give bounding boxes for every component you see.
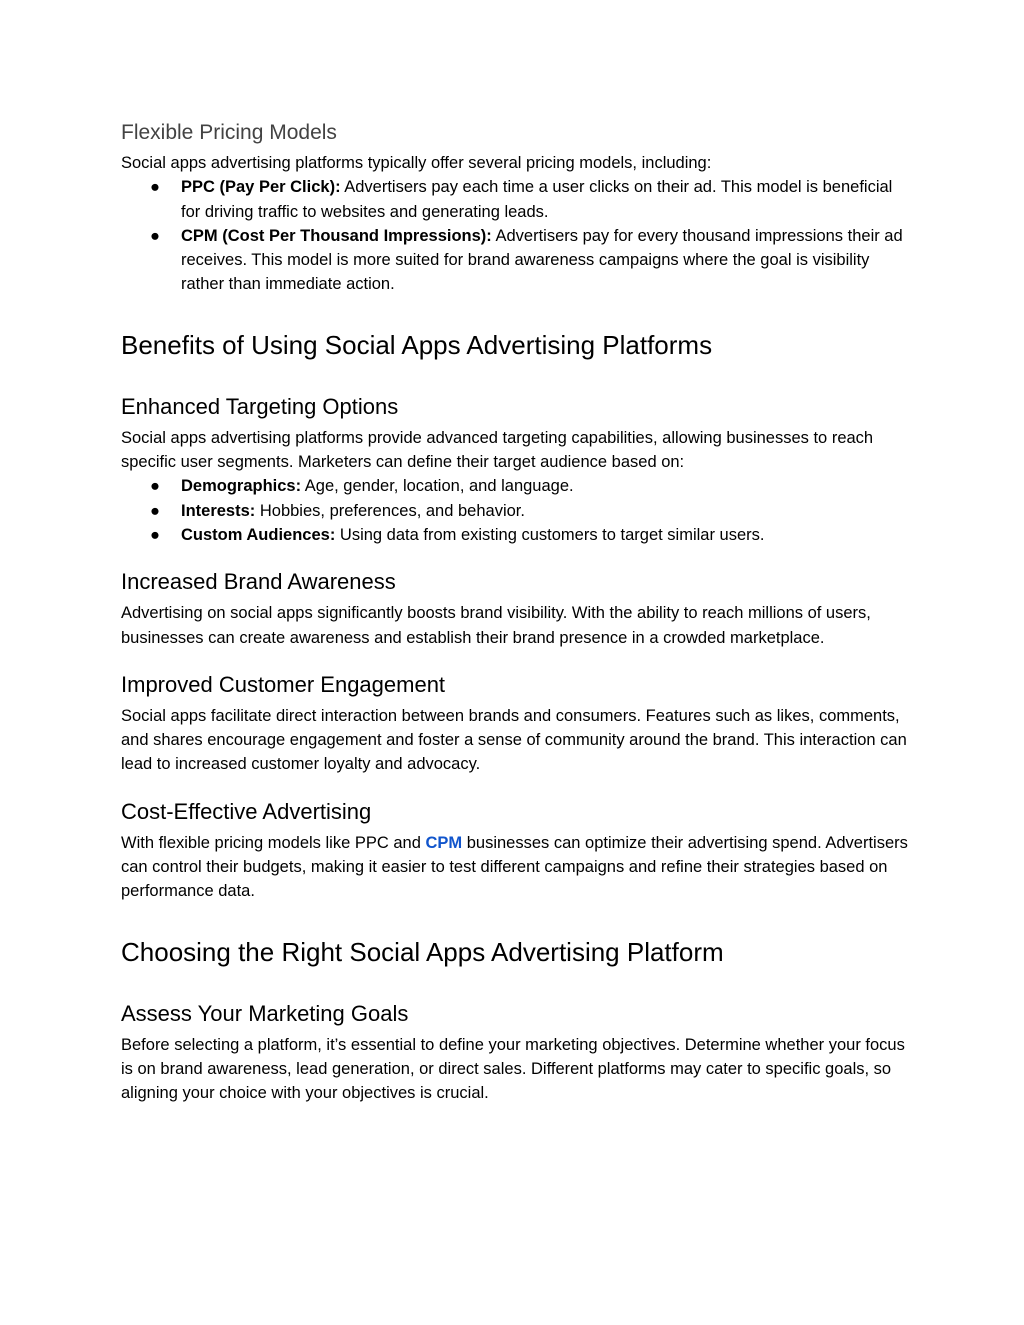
list-item bbox=[150, 474, 911, 498]
benefits-heading: Benefits of Using Social Apps Advertising Platforms bbox=[121, 329, 713, 360]
list-item-text: Age, gender, location, and language. bbox=[301, 477, 574, 496]
goals-paragraph: Before selecting a platform, it’s essential to define your marketing objectives. Determine whether your focus is on brand awareness, lead generation, or direct sales. Different platforms may cater to specific goals, so aligning your choice with your objectives is crucial. bbox=[121, 1035, 905, 1103]
engagement-paragraph: Social apps facilitate direct interaction between brands and consumers. Features such as likes, comments, and shares encourage engagement and foster a sense of community around the brand. This interaction can lead to increased customer loyalty and advocacy. bbox=[121, 706, 907, 774]
cost-paragraph bbox=[121, 831, 911, 904]
list-item-text: Hobbies, preferences, and behavior. bbox=[255, 501, 525, 520]
cpm-link[interactable]: CPM bbox=[425, 833, 463, 852]
list-item-text: Using data from existing customers to target similar users. bbox=[335, 525, 765, 544]
cost-heading: Cost-Effective Advertising bbox=[121, 798, 372, 824]
bullet-icon: ● bbox=[150, 226, 160, 245]
awareness-heading: Increased Brand Awareness bbox=[121, 569, 396, 595]
targeting-heading: Enhanced Targeting Options bbox=[121, 393, 399, 419]
choosing-heading: Choosing the Right Social Apps Advertising Platform bbox=[121, 936, 724, 967]
list-item bbox=[150, 499, 911, 523]
list-item bbox=[150, 224, 911, 297]
bullet-icon: ● bbox=[150, 501, 160, 520]
bullet-icon: ● bbox=[150, 178, 160, 197]
list-item-term: PPC (Pay Per Click): bbox=[181, 178, 341, 197]
list-item-term: Custom Audiences: bbox=[181, 525, 336, 544]
targeting-list bbox=[121, 474, 911, 547]
pricing-heading: Flexible Pricing Models bbox=[121, 121, 337, 144]
awareness-paragraph: Advertising on social apps significantly boosts brand visibility. With the ability to reach millions of users, businesses can create awareness and establish their brand presence in a crowded marketplace. bbox=[121, 604, 871, 647]
targeting-intro: Social apps advertising platforms provide advanced targeting capabilities, allowing businesses to reach specific user segments. Marketers can define their target audience based on: bbox=[121, 428, 874, 472]
cost-text-after: businesses can optimize their advertising spend. Advertisers can control their budgets, making it easier to test different campaigns and refine their strategies based on performance data. bbox=[121, 833, 908, 901]
bullet-icon: ● bbox=[150, 477, 160, 496]
cost-text-before: With flexible pricing models like PPC and bbox=[121, 833, 426, 852]
list-item-text: Advertisers pay for every thousand impressions their ad receives. This model is more suited for brand awareness campaigns where the goal is visibility rather than immediate action. bbox=[181, 226, 903, 294]
list-item-text: Advertisers pay each time a user clicks on their ad. This model is beneficial for driving traffic to websites and generating leads. bbox=[181, 178, 893, 221]
list-item bbox=[150, 175, 911, 224]
list-item-term: Interests: bbox=[181, 501, 256, 520]
bullet-icon: ● bbox=[150, 525, 160, 544]
document-page bbox=[121, 118, 911, 1106]
pricing-intro: Social apps advertising platforms typically offer several pricing models, including: bbox=[121, 154, 712, 172]
list-item-term: Demographics: bbox=[181, 477, 302, 496]
list-item-term: CPM (Cost Per Thousand Impressions): bbox=[181, 226, 492, 245]
list-item bbox=[150, 523, 911, 547]
goals-heading: Assess Your Marketing Goals bbox=[121, 1000, 409, 1026]
engagement-heading: Improved Customer Engagement bbox=[121, 671, 446, 697]
pricing-list bbox=[121, 175, 911, 296]
